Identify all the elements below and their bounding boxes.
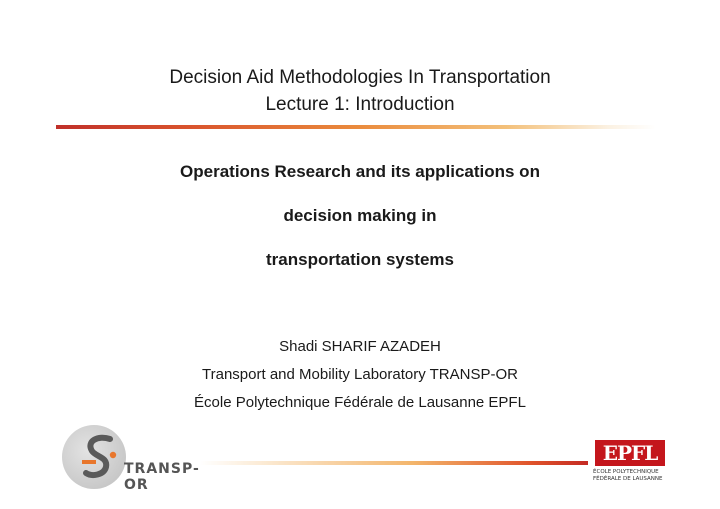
subtitle-line-2: decision making in xyxy=(283,206,437,225)
title-line-1: Decision Aid Methodologies In Transportation xyxy=(169,67,551,88)
epfl-wordmark: EPFL xyxy=(595,440,665,466)
slide-subtitle xyxy=(0,160,720,292)
epfl-caption-line-2: FÉDÉRALE DE LAUSANNE xyxy=(593,476,663,482)
title-line-2: Lecture 1: Introduction xyxy=(265,94,455,115)
epfl-logo xyxy=(593,440,673,488)
subtitle-line-1: Operations Research and its applications on xyxy=(180,162,540,181)
author-name: Shadi SHARIF AZADEH xyxy=(279,338,441,355)
author-block xyxy=(0,333,720,417)
transp-or-wordmark: TRANSP-OR xyxy=(124,461,200,493)
slide-title xyxy=(0,64,720,118)
title-divider xyxy=(56,125,656,129)
footer-divider xyxy=(200,461,588,465)
subtitle-line-3: transportation systems xyxy=(266,250,454,269)
epfl-caption-line-1: ÉCOLE POLYTECHNIQUE xyxy=(593,469,659,475)
epfl-caption xyxy=(593,469,671,483)
transp-or-logo xyxy=(62,425,212,493)
author-school: École Polytechnique Fédérale de Lausanne EPFL xyxy=(194,394,526,411)
author-lab: Transport and Mobility Laboratory TRANSP-OR xyxy=(202,366,518,383)
transp-or-s-icon xyxy=(80,433,120,483)
